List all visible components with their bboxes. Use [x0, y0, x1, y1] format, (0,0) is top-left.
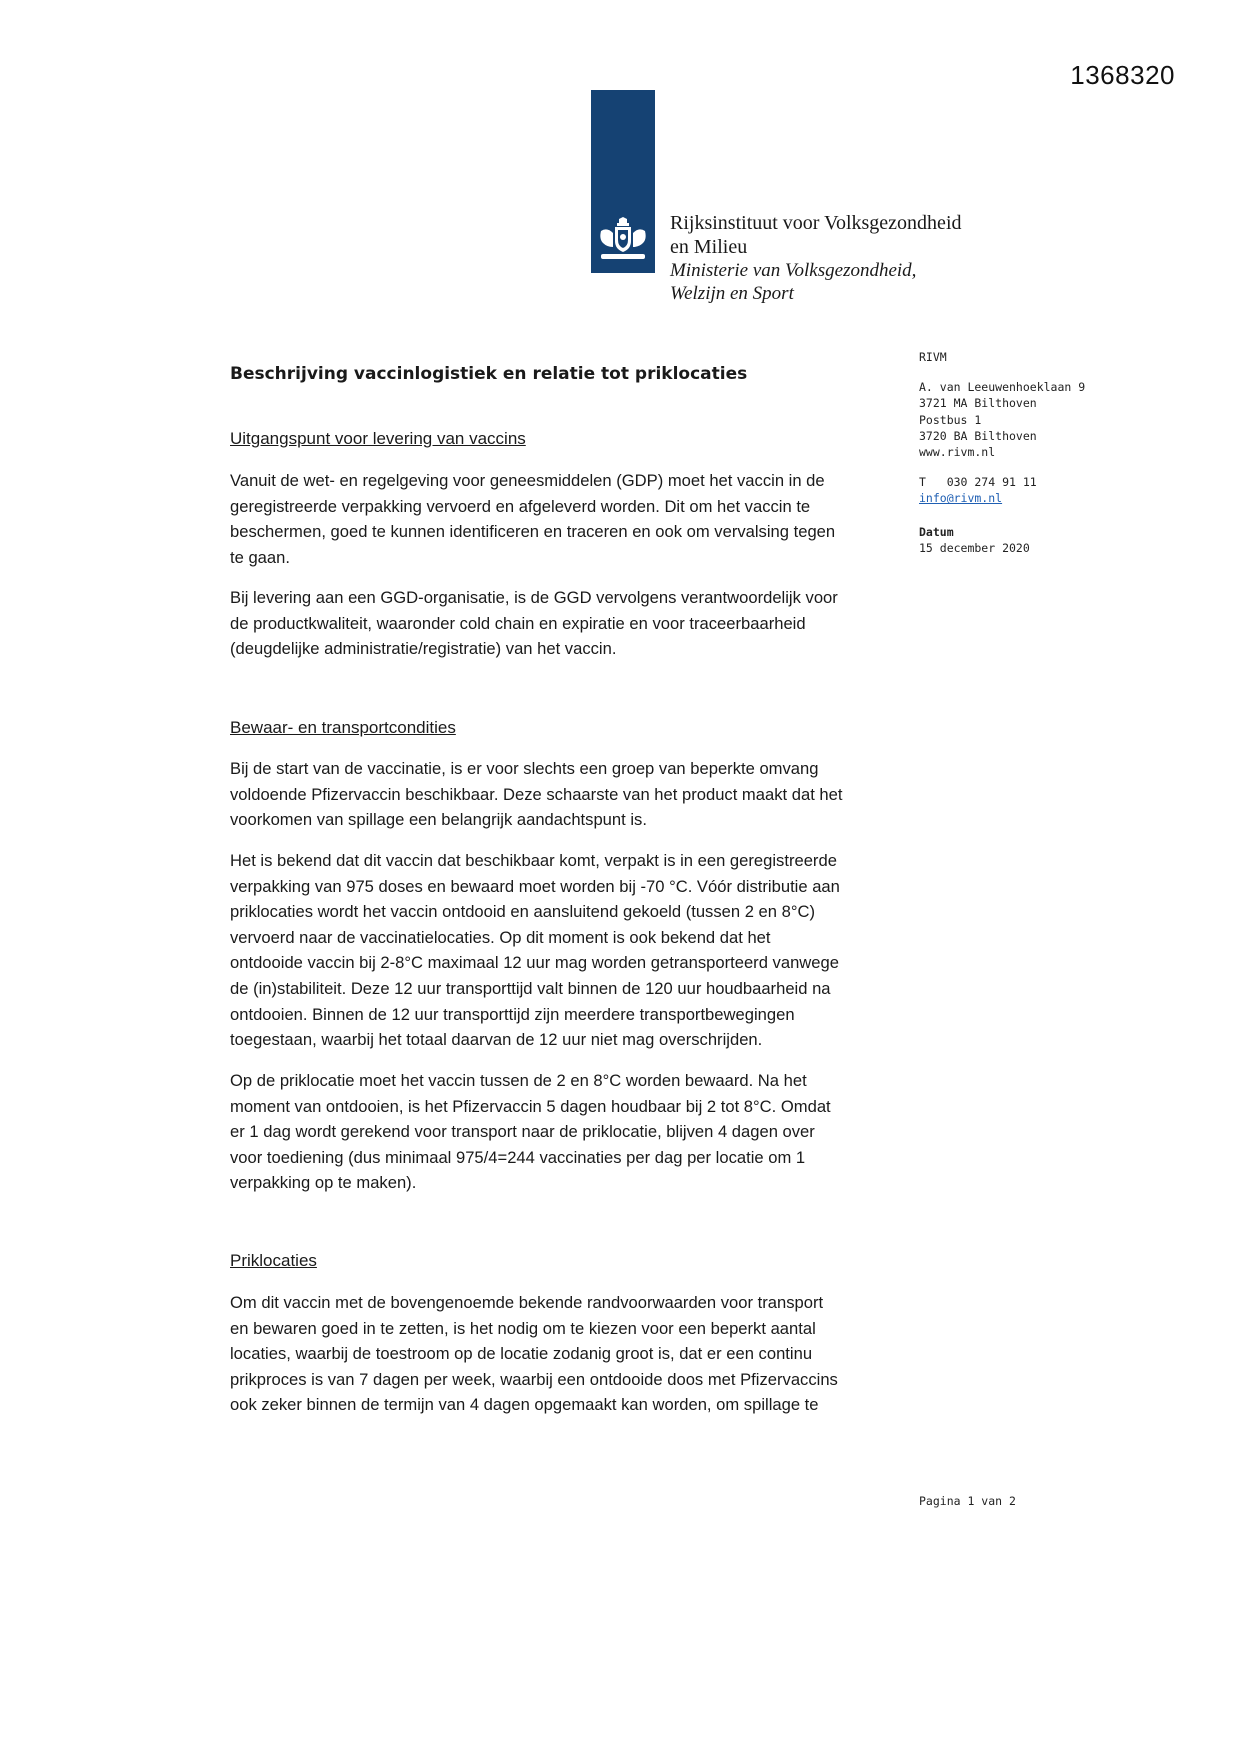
text-line: moment van ontdooien, is het Pfizervaccin 5 dagen houdbaar bij 2 tot 8°C. Omdat [230, 1096, 831, 1116]
organization-block [670, 211, 962, 305]
text-line: prikproces is van 7 dagen per week, waarbij een ontdooide doos met Pfizervaccins [230, 1369, 838, 1389]
text-line: er 1 dag wordt gerekend voor transport naar de priklocatie, blijven 4 dagen over [230, 1122, 815, 1142]
date-label: Datum [919, 524, 954, 539]
text-line: voor toediening (dus minimaal 975/4=244 vaccinaties per dag per locatie om 1 [230, 1147, 806, 1167]
address-line: 3721 MA Bilthoven [919, 396, 1037, 411]
text-line: beschermen, goed te kunnen identificeren en traceren en ook om vervalsing tegen [230, 522, 836, 542]
text-line: Vanuit de wet- en regelgeving voor geneesmiddelen (GDP) moet het vaccin in de [230, 471, 825, 490]
phone-number: T 030 274 91 11 [919, 475, 1037, 490]
ministry-line1: Ministerie van Volksgezondheid, [670, 260, 917, 281]
text-line: de (in)stabiliteit. Deze 12 uur transporttijd valt binnen de 120 uur houdbaarheid na [230, 978, 831, 998]
text-line: locaties, waarbij de toestroom op de locatie zodanig groot is, dat er een continu [230, 1344, 813, 1364]
document-title: Beschrijving vaccinlogistiek en relatie tot priklocaties [230, 364, 748, 384]
text-line: ontdooien. Binnen de 12 uur transporttijd zijn meerdere transportbewegingen [230, 1004, 795, 1024]
text-line: verpakking van 975 doses en bewaard moet worden bij -70 °C. Vóór distributie aan [230, 876, 840, 896]
text-line: toegestaan, waarbij het totaal daarvan de 12 uur niet mag overschrijden. [230, 1030, 763, 1050]
text-line: Het is bekend dat dit vaccin dat beschikbaar komt, verpakt is in een geregistreerde [230, 851, 837, 870]
address-line: 3720 BA Bilthoven [919, 428, 1037, 443]
text-line: ontdooide vaccin bij 2-8°C maximaal 12 uur mag worden getransporteerd vanwege [230, 953, 839, 973]
text-line: priklocaties wordt het vaccin ontdooid en aansluitend gekoeld (tussen 2 en 8°C) [230, 902, 816, 922]
text-line: voldoende Pfizervaccin beschikbaar. Deze schaarste van het product maakt dat het [230, 784, 843, 804]
paragraph [230, 468, 910, 570]
text-line: vervoerd naar de vaccinatielocaties. Op dit moment is ook bekend dat het [230, 927, 771, 947]
text-line: Om dit vaccin met de bovengenoemde bekende randvoorwaarden voor transport [230, 1293, 824, 1312]
website-text: www.rivm.nl [919, 445, 996, 460]
organization-name-line1: Rijksinstituut voor Volksgezondheid [670, 212, 962, 234]
section-heading: Priklocaties [230, 1251, 317, 1270]
text-line: Bij de start van de vaccinatie, is er voor slechts een groep van beperkte omvang [230, 759, 819, 778]
text-line: voorkomen van spillage een belangrijk aandachtspunt is. [230, 810, 647, 830]
paragraph [230, 756, 910, 833]
section-heading: Bewaar- en transportcondities [230, 718, 456, 737]
text-line: (deugdelijke administratie/registratie) van het vaccin. [230, 639, 617, 659]
text-line: te gaan. [230, 547, 290, 567]
text-line: Bij levering aan een GGD-organisatie, is de GGD vervolgens verantwoordelijk voor [230, 588, 838, 607]
section-heading: Uitgangspunt voor levering van vaccins [230, 429, 526, 448]
paragraph [230, 585, 910, 662]
coat-of-arms-icon [597, 217, 649, 263]
text-line: geregistreerde verpakking vervoerd en afgeleverd worden. Dit om het vaccin te [230, 496, 811, 516]
paragraph [230, 1290, 910, 1418]
ministry-line2: Welzijn en Sport [670, 283, 794, 304]
text-line: Op de priklocatie moet het vaccin tussen de 2 en 8°C worden bewaard. Na het [230, 1071, 807, 1090]
address-line: Postbus 1 [919, 412, 982, 427]
address-line: A. van Leeuwenhoeklaan 9 [919, 380, 1086, 395]
text-line: verpakking op te maken). [230, 1173, 417, 1193]
date-value: 15 december 2020 [919, 540, 1030, 555]
paragraph [230, 1068, 910, 1196]
text-line: en bewaren goed in te zetten, is het nodig om te kiezen voor een beperkt aantal [230, 1318, 816, 1338]
page-number: Pagina 1 van 2 [919, 1494, 1016, 1508]
text-line: de productkwaliteit, waaronder cold chain en expiratie en voor traceerbaarheid [230, 613, 806, 633]
text-line: ook zeker binnen de termijn van 4 dagen opgemaakt kan worden, om spillage te [230, 1395, 819, 1415]
sidebar-abbrev: RIVM [919, 350, 947, 364]
paragraph [230, 848, 910, 1053]
email-link[interactable]: info@rivm.nl [919, 491, 1003, 506]
sender-sidebar [919, 349, 1085, 556]
organization-name-line2: en Milieu [670, 236, 748, 258]
rijksoverheid-logo [591, 90, 655, 273]
document-number: 1368320 [1070, 60, 1175, 90]
